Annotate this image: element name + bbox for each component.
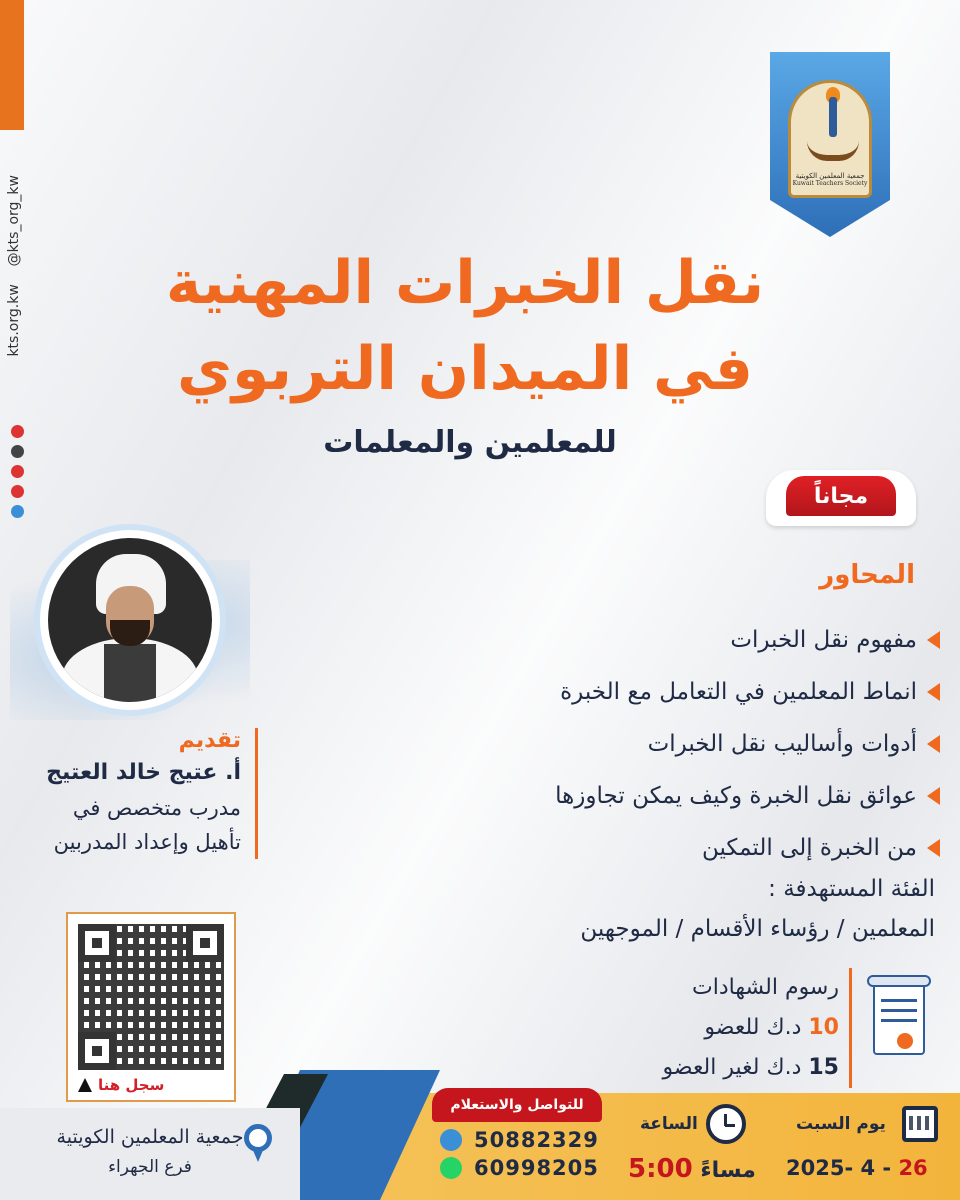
torch-icon: [829, 97, 837, 137]
whatsapp-icon: [440, 1157, 462, 1179]
logo-text-ar: جمعية المعلمين الكويتية: [795, 172, 865, 180]
website-text: kts.org.kw: [6, 284, 22, 357]
main-title: [145, 240, 785, 412]
ship-icon: [807, 135, 859, 161]
day-label: يوم السبت: [796, 1114, 886, 1134]
triangle-bullet-icon: [927, 631, 940, 649]
time-value: مساءً 5:00: [628, 1154, 756, 1184]
presenter-block: [20, 728, 258, 859]
location-pin-icon: [244, 1124, 272, 1164]
kts-logo: [770, 52, 890, 237]
registration-qr[interactable]: [66, 912, 236, 1102]
presenter-name: أ. عتيج خالد العتيج: [46, 760, 241, 785]
triangle-bullet-icon: [927, 735, 940, 753]
triangle-bullet-icon: [927, 787, 940, 805]
free-badge-label: مجاناً: [786, 476, 896, 516]
instagram-icon: [11, 465, 24, 478]
certificate-icon: [867, 975, 935, 1063]
list-item: عوائق نقل الخبرة وكيف يمكن تجاوزها: [470, 770, 940, 822]
target-title: الفئة المستهدفة :: [768, 876, 935, 902]
title-line-1: نقل الخبرات المهنية: [165, 248, 765, 318]
time-label: الساعة: [640, 1114, 698, 1134]
triangle-bullet-icon: [927, 683, 940, 701]
calendar-icon: [902, 1106, 938, 1142]
logo-text-en: Kuwait Teachers Society: [792, 180, 868, 187]
phone-row: [440, 1128, 599, 1152]
presenter-role-1: مدرب متخصص في: [72, 796, 241, 820]
contact-label: للتواصل والاستعلام: [432, 1088, 602, 1122]
orange-stripe: [0, 0, 24, 130]
title-line-2: في الميدان التربوي: [176, 334, 754, 404]
arrow-up-icon: [78, 1078, 92, 1092]
presenter-label: تقديم: [178, 728, 241, 753]
org-name: جمعية المعلمين الكويتية: [56, 1126, 244, 1148]
phone-icon: [440, 1129, 462, 1151]
target-value: المعلمين / رؤساء الأقسام / الموجهين: [580, 916, 935, 942]
fee-nonmember: 15 د.ك لغير العضو: [662, 1055, 839, 1080]
org-branch: فرع الجهراء: [108, 1157, 192, 1177]
subtitle: للمعلمين والمعلمات: [323, 425, 617, 460]
fees-block: [632, 968, 852, 1088]
qr-code[interactable]: [78, 924, 224, 1070]
tiktok-icon: [11, 425, 24, 438]
axes-list: [470, 614, 940, 874]
phone-number-1[interactable]: 50882329: [474, 1128, 599, 1152]
handle-text: @kts_org_kw: [6, 175, 22, 267]
register-label: سجل هنا: [78, 1076, 164, 1094]
org-info: [20, 1122, 280, 1182]
date-value: 2025- 4 - 26: [786, 1156, 928, 1180]
x-icon: [11, 445, 24, 458]
presenter-photo: [40, 530, 220, 710]
fees-title: رسوم الشهادات: [692, 975, 839, 1000]
telegram-icon: [11, 505, 24, 518]
triangle-bullet-icon: [927, 839, 940, 857]
list-item: مفهوم نقل الخبرات: [470, 614, 940, 666]
fee-member: 10 د.ك للعضو: [704, 1015, 839, 1040]
free-badge: [766, 470, 916, 526]
list-item: انماط المعلمين في التعامل مع الخبرة: [470, 666, 940, 718]
clock-icon: [706, 1104, 746, 1144]
list-item: من الخبرة إلى التمكين: [470, 822, 940, 874]
presenter-role-2: تأهيل وإعداد المدربين: [53, 830, 241, 854]
social-icons: [11, 425, 24, 518]
phone-number-2[interactable]: 60998205: [474, 1156, 599, 1180]
social-handles: [6, 175, 22, 357]
logo-emblem: [788, 80, 872, 198]
whatsapp-row: [440, 1156, 599, 1180]
youtube-icon: [11, 485, 24, 498]
list-item: أدوات وأساليب نقل الخبرات: [470, 718, 940, 770]
axes-title: المحاور: [819, 560, 915, 590]
